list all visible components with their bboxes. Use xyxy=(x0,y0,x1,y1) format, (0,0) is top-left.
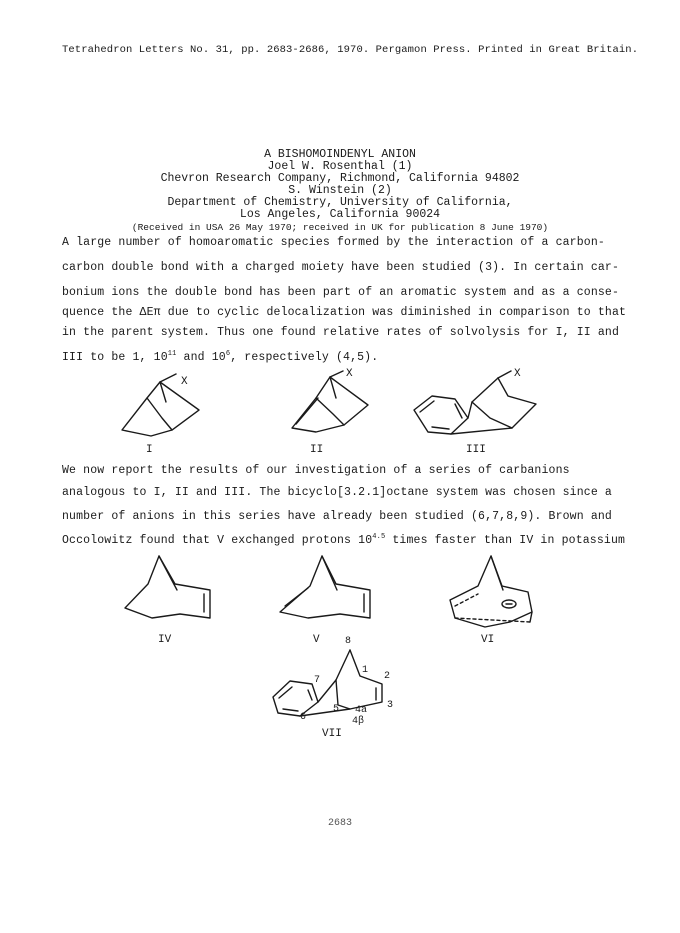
paragraph-line: number of anions in this series have already been studied (6,7,8,9). Brown and xyxy=(62,510,612,523)
atom-number: 4a xyxy=(355,705,368,716)
atom-number: 3 xyxy=(387,700,394,711)
substituent-x-label: X xyxy=(346,368,353,380)
atom-number: 5 xyxy=(333,704,340,715)
page-number: 2683 xyxy=(327,818,352,829)
paragraph-line: We now report the results of our investigation of a series of carbanions xyxy=(62,464,570,477)
affiliation-line: Department of Chemistry, University of California, xyxy=(167,196,513,209)
structure-IV-drawing xyxy=(125,556,210,618)
paragraph-line: bonium ions the double bond has been part of an aromatic system and as a conse- xyxy=(62,286,620,299)
journal-header: Tetrahedron Letters No. 31, pp. 2683-2686, 1970. Pergamon Press. Printed in Great Britain. xyxy=(62,44,639,56)
structure-label-VI: VI xyxy=(481,634,495,646)
paragraph-line: quence the ΔEπ due to cyclic delocalization was diminished in comparison to that xyxy=(62,306,627,319)
structure-V-drawing xyxy=(280,556,370,618)
paragraph-line: A large number of homoaromatic species formed by the interaction of a carbon- xyxy=(62,236,605,249)
paper-title: A BISHOMOINDENYL ANION xyxy=(264,148,416,161)
structure-VI-drawing xyxy=(450,556,532,627)
paragraph-line: Occolowitz found that V exchanged protons $10^{4.5}$ times faster than IV in potassium xyxy=(62,533,626,547)
author-line: S. Winstein (2) xyxy=(288,184,392,197)
atom-number: 7 xyxy=(314,675,321,686)
affiliation-line: Chevron Research Company, Richmond, California 94802 xyxy=(160,172,520,185)
structure-III-drawing xyxy=(414,371,536,434)
structure-II-drawing xyxy=(292,371,368,432)
atom-number: 2 xyxy=(384,671,391,682)
structure-label-VII: VII xyxy=(322,728,342,740)
structure-label-I: I xyxy=(146,444,153,456)
paragraph-line: analogous to I, II and III. The bicyclo[3.2.1]octane system was chosen since a xyxy=(62,486,612,499)
atom-number: 8 xyxy=(345,636,352,647)
structure-label-IV: IV xyxy=(158,634,172,646)
substituent-x-label: X xyxy=(181,376,188,388)
paragraph-line: III to be 1, $10^{11}$ and $10^6$, respectively (4,5). xyxy=(62,350,379,364)
structure-label-III: III xyxy=(466,444,486,456)
structure-label-V: V xyxy=(313,634,320,646)
atom-number: 4β xyxy=(352,716,365,727)
received-dates: (Received in USA 26 May 1970; received in UK for publication 8 June 1970) xyxy=(131,222,549,233)
affiliation-line: Los Angeles, California 90024 xyxy=(239,208,441,221)
paragraph-line: in the parent system. Thus one found relative rates of solvolysis for I, II and xyxy=(62,326,620,339)
atom-number: 6 xyxy=(300,712,307,723)
substituent-x-label: X xyxy=(514,368,521,380)
structure-label-II: II xyxy=(310,444,324,456)
author-line: Joel W. Rosenthal (1) xyxy=(267,160,413,173)
paragraph-line: carbon double bond with a charged moiety have been studied (3). In certain car- xyxy=(62,261,620,274)
atom-number: 1 xyxy=(362,665,369,676)
